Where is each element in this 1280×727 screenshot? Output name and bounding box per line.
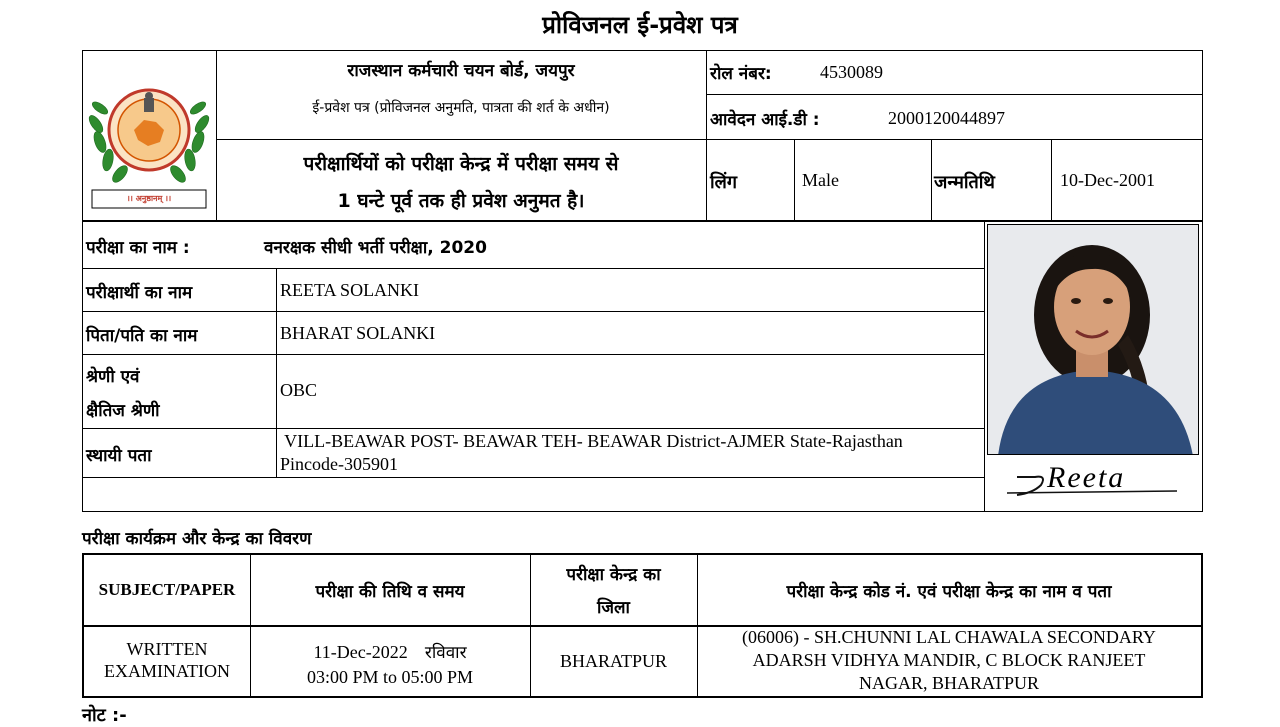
divider: [984, 221, 985, 512]
row-centre-line3: NAGAR, BHARATPUR: [858, 673, 1040, 693]
candidate-photo: [987, 224, 1199, 455]
row-time: 03:00 PM to 05:00 PM: [306, 667, 474, 687]
board-name: राजस्थान कर्मचारी चयन बोर्ड, जयपुर: [347, 61, 575, 81]
dob-label: जन्मतिथि: [934, 172, 995, 193]
divider: [82, 354, 984, 355]
header-centre: परीक्षा केन्द्र कोड नं. एवं परीक्षा केन्द्र का नाम व पता: [786, 581, 1112, 602]
exam-name-value: वनरक्षक सीधी भर्ती परीक्षा, 2020: [264, 238, 487, 258]
row-subject-line1: WRITTEN: [126, 639, 208, 659]
divider: [1051, 139, 1052, 221]
board-logo: [86, 80, 212, 212]
divider: [276, 268, 277, 477]
app-id-value: 2000120044897: [888, 108, 1005, 128]
header-subject: SUBJECT/PAPER: [98, 580, 236, 599]
divider: [82, 428, 984, 429]
app-id-label: आवेदन आई.डी :: [710, 110, 820, 130]
address-label: स्थायी पता: [86, 446, 152, 466]
divider: [931, 139, 932, 221]
address-value-line2: Pincode-305901: [280, 454, 398, 474]
row-date-day: [250, 640, 530, 663]
gender-value: Male: [802, 170, 839, 190]
row-day: रविवार: [424, 643, 467, 663]
divider: [216, 139, 706, 140]
category-value: OBC: [280, 380, 318, 400]
header-date-time: परीक्षा की तिथि व समय: [315, 581, 465, 602]
roll-label: रोल नंबर:: [710, 64, 772, 84]
exam-name-label: परीक्षा का नाम :: [86, 238, 190, 258]
gender-label: लिंग: [710, 172, 737, 193]
candidate-name-value: REETA SOLANKI: [280, 280, 420, 300]
divider: [706, 94, 1203, 95]
divider: [706, 50, 707, 221]
row-subject-line2: EXAMINATION: [104, 661, 230, 681]
schedule-section-title: परीक्षा कार्यक्रम और केन्द्र का विवरण: [82, 529, 312, 549]
page-title: प्रोविजनल ई-प्रवेश पत्र: [542, 11, 738, 39]
signature-text: Reeta: [1047, 461, 1126, 494]
divider: [82, 268, 984, 269]
address-value-line1: VILL-BEAWAR POST- BEAWAR TEH- BEAWAR District-AJMER State-Rajasthan: [280, 431, 903, 451]
board-subtitle: ई-प्रवेश पत्र (प्रोविजनल अनुमति, पात्रता की शर्त के अधीन): [312, 100, 610, 116]
candidate-name-label: परीक्षार्थी का नाम: [86, 283, 193, 303]
divider: [794, 139, 795, 221]
header-district-line2: जिला: [597, 598, 630, 618]
divider: [82, 477, 984, 478]
entry-notice-line2: 1 घन्टे पूर्व तक ही प्रवेश अनुमत है।: [337, 190, 585, 212]
divider: [706, 139, 1203, 140]
row-date: 11-Dec-2022: [313, 642, 408, 662]
header-district-line1: परीक्षा केन्द्र का: [566, 565, 661, 585]
divider: [82, 311, 984, 312]
dob-value: 10-Dec-2001: [1060, 170, 1155, 190]
person-photo-icon: [988, 225, 1199, 455]
roll-value: 4530089: [820, 62, 883, 82]
candidate-signature: [987, 455, 1199, 508]
category-label-line1: श्रेणी एवं: [86, 367, 140, 387]
row-centre-line1: (06006) - SH.CHUNNI LAL CHAWALA SECONDARY: [742, 627, 1156, 647]
entry-notice-line1: परीक्षार्थियों को परीक्षा केन्द्र में परीक्षा समय से: [303, 153, 619, 175]
row-centre-line2: ADARSH VIDHYA MANDIR, C BLOCK RANJEET: [752, 650, 1146, 670]
logo-motto: ।। अनुष्ठानम् ।।: [126, 194, 172, 203]
category-label-line2: क्षैतिज श्रेणी: [86, 401, 160, 421]
row-district: BHARATPUR: [559, 651, 668, 671]
father-name-label: पिता/पति का नाम: [86, 326, 198, 346]
note-label: नोट :-: [82, 705, 127, 726]
father-name-value: BHARAT SOLANKI: [280, 323, 436, 343]
